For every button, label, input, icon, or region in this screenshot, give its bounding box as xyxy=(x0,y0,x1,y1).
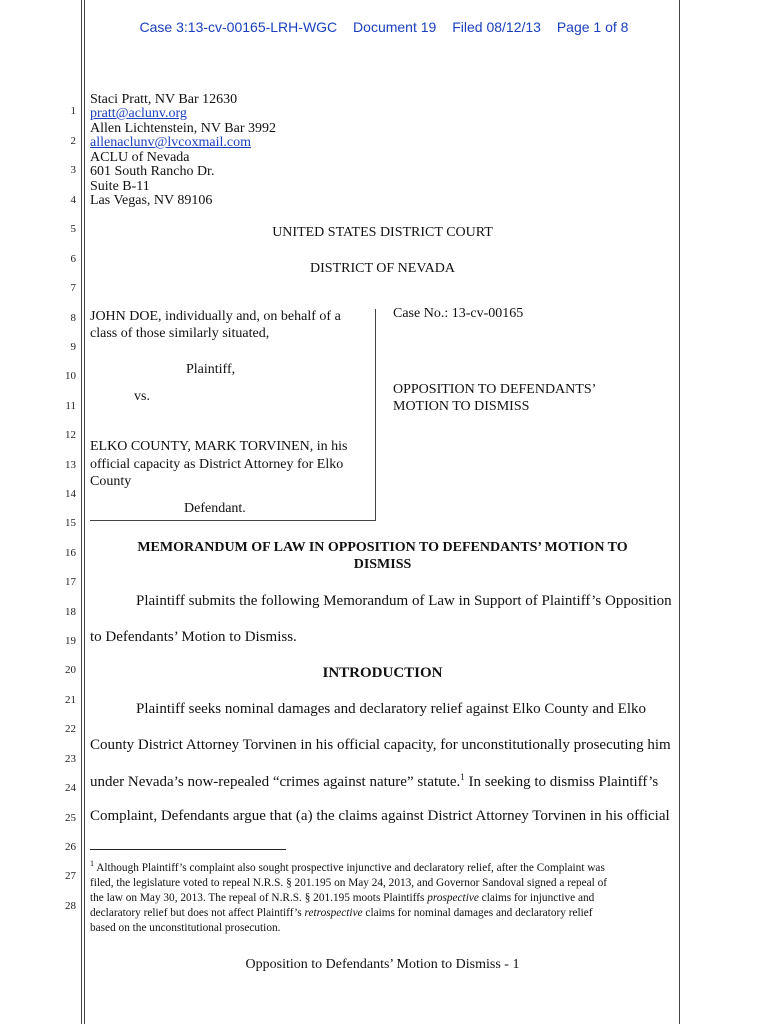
address-street: 601 South Rancho Dr. xyxy=(90,164,215,179)
footnote xyxy=(90,856,675,936)
case-number-header: Case 3:13-cv-00165-LRH-WGC xyxy=(139,19,338,35)
line-number: 14 xyxy=(65,488,76,500)
line-number: 15 xyxy=(65,517,76,529)
line-number: 12 xyxy=(65,429,76,441)
line-number: 17 xyxy=(65,576,76,588)
line-number: 25 xyxy=(65,812,76,824)
address-city: Las Vegas, NV 89106 xyxy=(90,193,213,208)
footnote-reference[interactable]: 1 xyxy=(460,772,465,782)
paragraph-line xyxy=(90,772,658,791)
line-number: 8 xyxy=(70,312,76,324)
line-number: 10 xyxy=(65,370,76,382)
line-number: 27 xyxy=(65,870,76,882)
document-number: Document 19 xyxy=(353,19,437,35)
page-footer: Opposition to Defendants’ Motion to Dismiss - 1 xyxy=(245,957,520,972)
line-number: 13 xyxy=(65,459,76,471)
line-number: 6 xyxy=(70,253,76,265)
footnote-line: based on the unconstitutional prosecution. xyxy=(90,921,281,934)
defendant-name: ELKO COUNTY, MARK TORVINEN, in his xyxy=(90,439,348,454)
caption-divider-horizontal xyxy=(90,520,376,521)
footnote-line xyxy=(90,906,675,921)
attorney-name: Allen Lichtenstein, NV Bar 3992 xyxy=(90,121,276,136)
address-suite: Suite B-11 xyxy=(90,179,150,194)
line-number: 24 xyxy=(65,782,76,794)
paragraph-line: County District Attorney Torvinen in his official capacity, for unconstitutionally prosecuting him xyxy=(90,737,671,753)
versus: vs. xyxy=(134,389,150,404)
plaintiff-class: class of those similarly situated, xyxy=(90,326,270,341)
footnote-line xyxy=(90,891,675,906)
caption-divider-vertical xyxy=(375,309,376,521)
line-number: 22 xyxy=(65,723,76,735)
organization: ACLU of Nevada xyxy=(90,150,190,165)
paragraph-line: Plaintiff seeks nominal damages and declaratory relief against Elko County and Elko xyxy=(136,701,646,717)
memorandum-title: DISMISS xyxy=(353,557,412,572)
line-number: 19 xyxy=(65,635,76,647)
line-number: 21 xyxy=(65,694,76,706)
line-number: 20 xyxy=(65,664,76,676)
case-number: Case No.: 13-cv-00165 xyxy=(393,306,524,321)
attorney-name: Staci Pratt, NV Bar 12630 xyxy=(90,92,238,107)
footnote-text: the law on May 30, 2013. The repeal of N.R.S. § 201.195 moots Plaintiffs xyxy=(90,891,428,904)
footnote-emphasis: retrospective xyxy=(304,906,363,919)
plaintiff-name: JOHN DOE, individually and, on behalf of a xyxy=(90,309,341,324)
attorney-email-link[interactable]: allenaclunv@lvcoxmail.com xyxy=(90,135,252,150)
line-number: 3 xyxy=(70,164,76,176)
paragraph-text: In seeking to dismiss Plaintiff’s xyxy=(464,774,659,790)
court-district: DISTRICT OF NEVADA xyxy=(310,261,455,276)
plaintiff-label: Plaintiff, xyxy=(186,362,236,377)
footnote-separator xyxy=(90,849,286,850)
defendant-capacity: official capacity as District Attorney for Elko xyxy=(90,457,344,472)
line-number: 23 xyxy=(65,753,76,765)
footnote-text: claims for injunctive and xyxy=(478,891,595,904)
footnote-text: claims for nominal damages and declaratory relief xyxy=(362,906,593,919)
right-margin-rule xyxy=(679,0,680,1024)
footnote-line: filed, the legislature voted to repeal N.R.S. § 201.195 on May 24, 2013, and Governor Sandoval signed a repeal of xyxy=(90,876,608,889)
court-name: UNITED STATES DISTRICT COURT xyxy=(272,225,493,240)
left-margin-rule-outer xyxy=(81,0,82,1024)
line-number: 2 xyxy=(70,135,76,147)
line-number: 4 xyxy=(70,194,76,206)
footnote-marker: 1 xyxy=(90,859,94,868)
filed-date: Filed 08/12/13 xyxy=(452,19,541,35)
line-number: 7 xyxy=(70,282,76,294)
line-number: 9 xyxy=(70,341,76,353)
left-margin-rule-inner xyxy=(84,0,85,1024)
line-number: 18 xyxy=(65,606,76,618)
document-title: MOTION TO DISMISS xyxy=(393,399,530,414)
memorandum-title: MEMORANDUM OF LAW IN OPPOSITION TO DEFENDANTS’ MOTION TO xyxy=(137,540,628,555)
defendant-label: Defendant. xyxy=(184,501,246,516)
paragraph-line: Plaintiff submits the following Memorandum of Law in Support of Plaintiff’s Opposition xyxy=(136,593,672,609)
footnote-line xyxy=(90,856,675,876)
line-number: 5 xyxy=(70,223,76,235)
paragraph-text: under Nevada’s now-repealed “crimes against nature” statute. xyxy=(90,774,461,790)
line-number: 16 xyxy=(65,547,76,559)
ecf-header xyxy=(0,19,768,35)
page-count: Page 1 of 8 xyxy=(556,19,629,35)
footnote-emphasis: prospective xyxy=(427,891,479,904)
section-heading: INTRODUCTION xyxy=(322,665,443,681)
footnote-text: declaratory relief but does not affect Plaintiff’s xyxy=(90,906,305,919)
defendant-county: County xyxy=(90,474,132,489)
document-title: OPPOSITION TO DEFENDANTS’ xyxy=(393,382,597,397)
footnote-text: Although Plaintiff’s complaint also sought prospective injunctive and declaratory relief, after the Complaint was xyxy=(94,861,605,874)
line-number: 11 xyxy=(65,400,76,412)
line-number: 26 xyxy=(65,841,76,853)
paragraph-line: to Defendants’ Motion to Dismiss. xyxy=(90,629,297,645)
attorney-email-link[interactable]: pratt@aclunv.org xyxy=(90,106,187,121)
line-number: 1 xyxy=(70,105,76,117)
line-number: 28 xyxy=(65,900,76,912)
paragraph-line: Complaint, Defendants argue that (a) the claims against District Attorney Torvinen in his official xyxy=(90,808,670,824)
